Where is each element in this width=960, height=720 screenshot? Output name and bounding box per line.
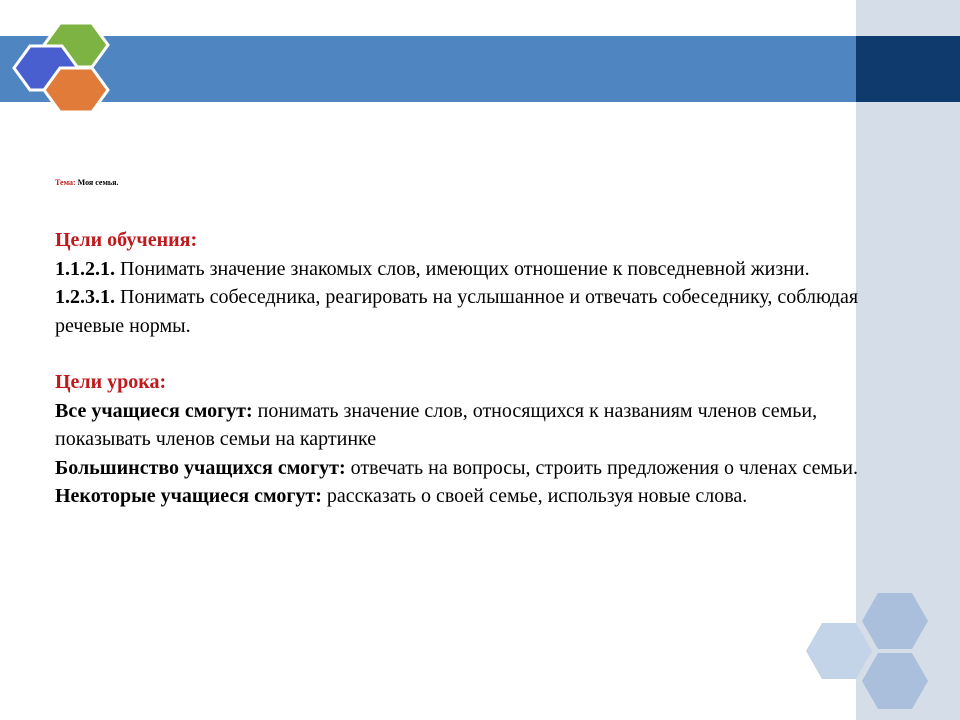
topic-value: Моя семья. — [77, 178, 119, 187]
learning-goal-code: 1.2.3.1. — [55, 286, 115, 308]
learning-goal-text: Понимать значение знакомых слов, имеющих отношение к повседневной жизни. — [115, 257, 810, 280]
learning-goal-code: 1.1.2.1. — [55, 257, 115, 280]
decorative-hexagons-icon — [800, 585, 935, 715]
section-spacer — [55, 340, 895, 368]
learning-goal-item — [55, 283, 895, 340]
lesson-goal-item — [55, 454, 895, 483]
hexagon-orange-icon — [44, 68, 108, 112]
header-band-dark — [856, 36, 960, 102]
learning-goals-heading: Цели обучения: — [55, 229, 198, 251]
lesson-goal-text: отвечать на вопросы, строить предложения о членах семьи. — [345, 456, 858, 479]
lesson-goals-heading: Цели урока: — [55, 371, 167, 393]
learning-goal-item — [55, 255, 895, 284]
header-band — [0, 36, 856, 102]
lesson-goal-item — [55, 482, 895, 511]
lesson-goal-lead: Некоторые учащиеся смогут: — [55, 485, 322, 507]
lesson-goal-text: понимать значение слов, относящихся к названиям членов семьи, показывать членов семьи на картинке — [55, 399, 818, 450]
topic-line — [55, 178, 118, 188]
hexagon-logo-icon — [10, 20, 110, 120]
lesson-goal-lead: Большинство учащихся смогут: — [55, 456, 346, 479]
lesson-goal-text: рассказать о своей семье, используя новые слова. — [321, 485, 748, 507]
topic-label: Тема: — [55, 178, 76, 187]
hexagon-decor-bottom-icon — [862, 653, 928, 709]
lesson-goal-item — [55, 397, 895, 454]
hexagon-decor-top-icon — [862, 593, 928, 649]
slide-content — [55, 226, 895, 511]
lesson-goal-lead: Все учащиеся смогут: — [55, 399, 253, 422]
learning-goal-text: Понимать собеседника, реагировать на услышанное и отвечать собеседнику, соблюдая речевые нормы. — [55, 286, 859, 337]
hexagon-decor-left-icon — [806, 623, 872, 679]
